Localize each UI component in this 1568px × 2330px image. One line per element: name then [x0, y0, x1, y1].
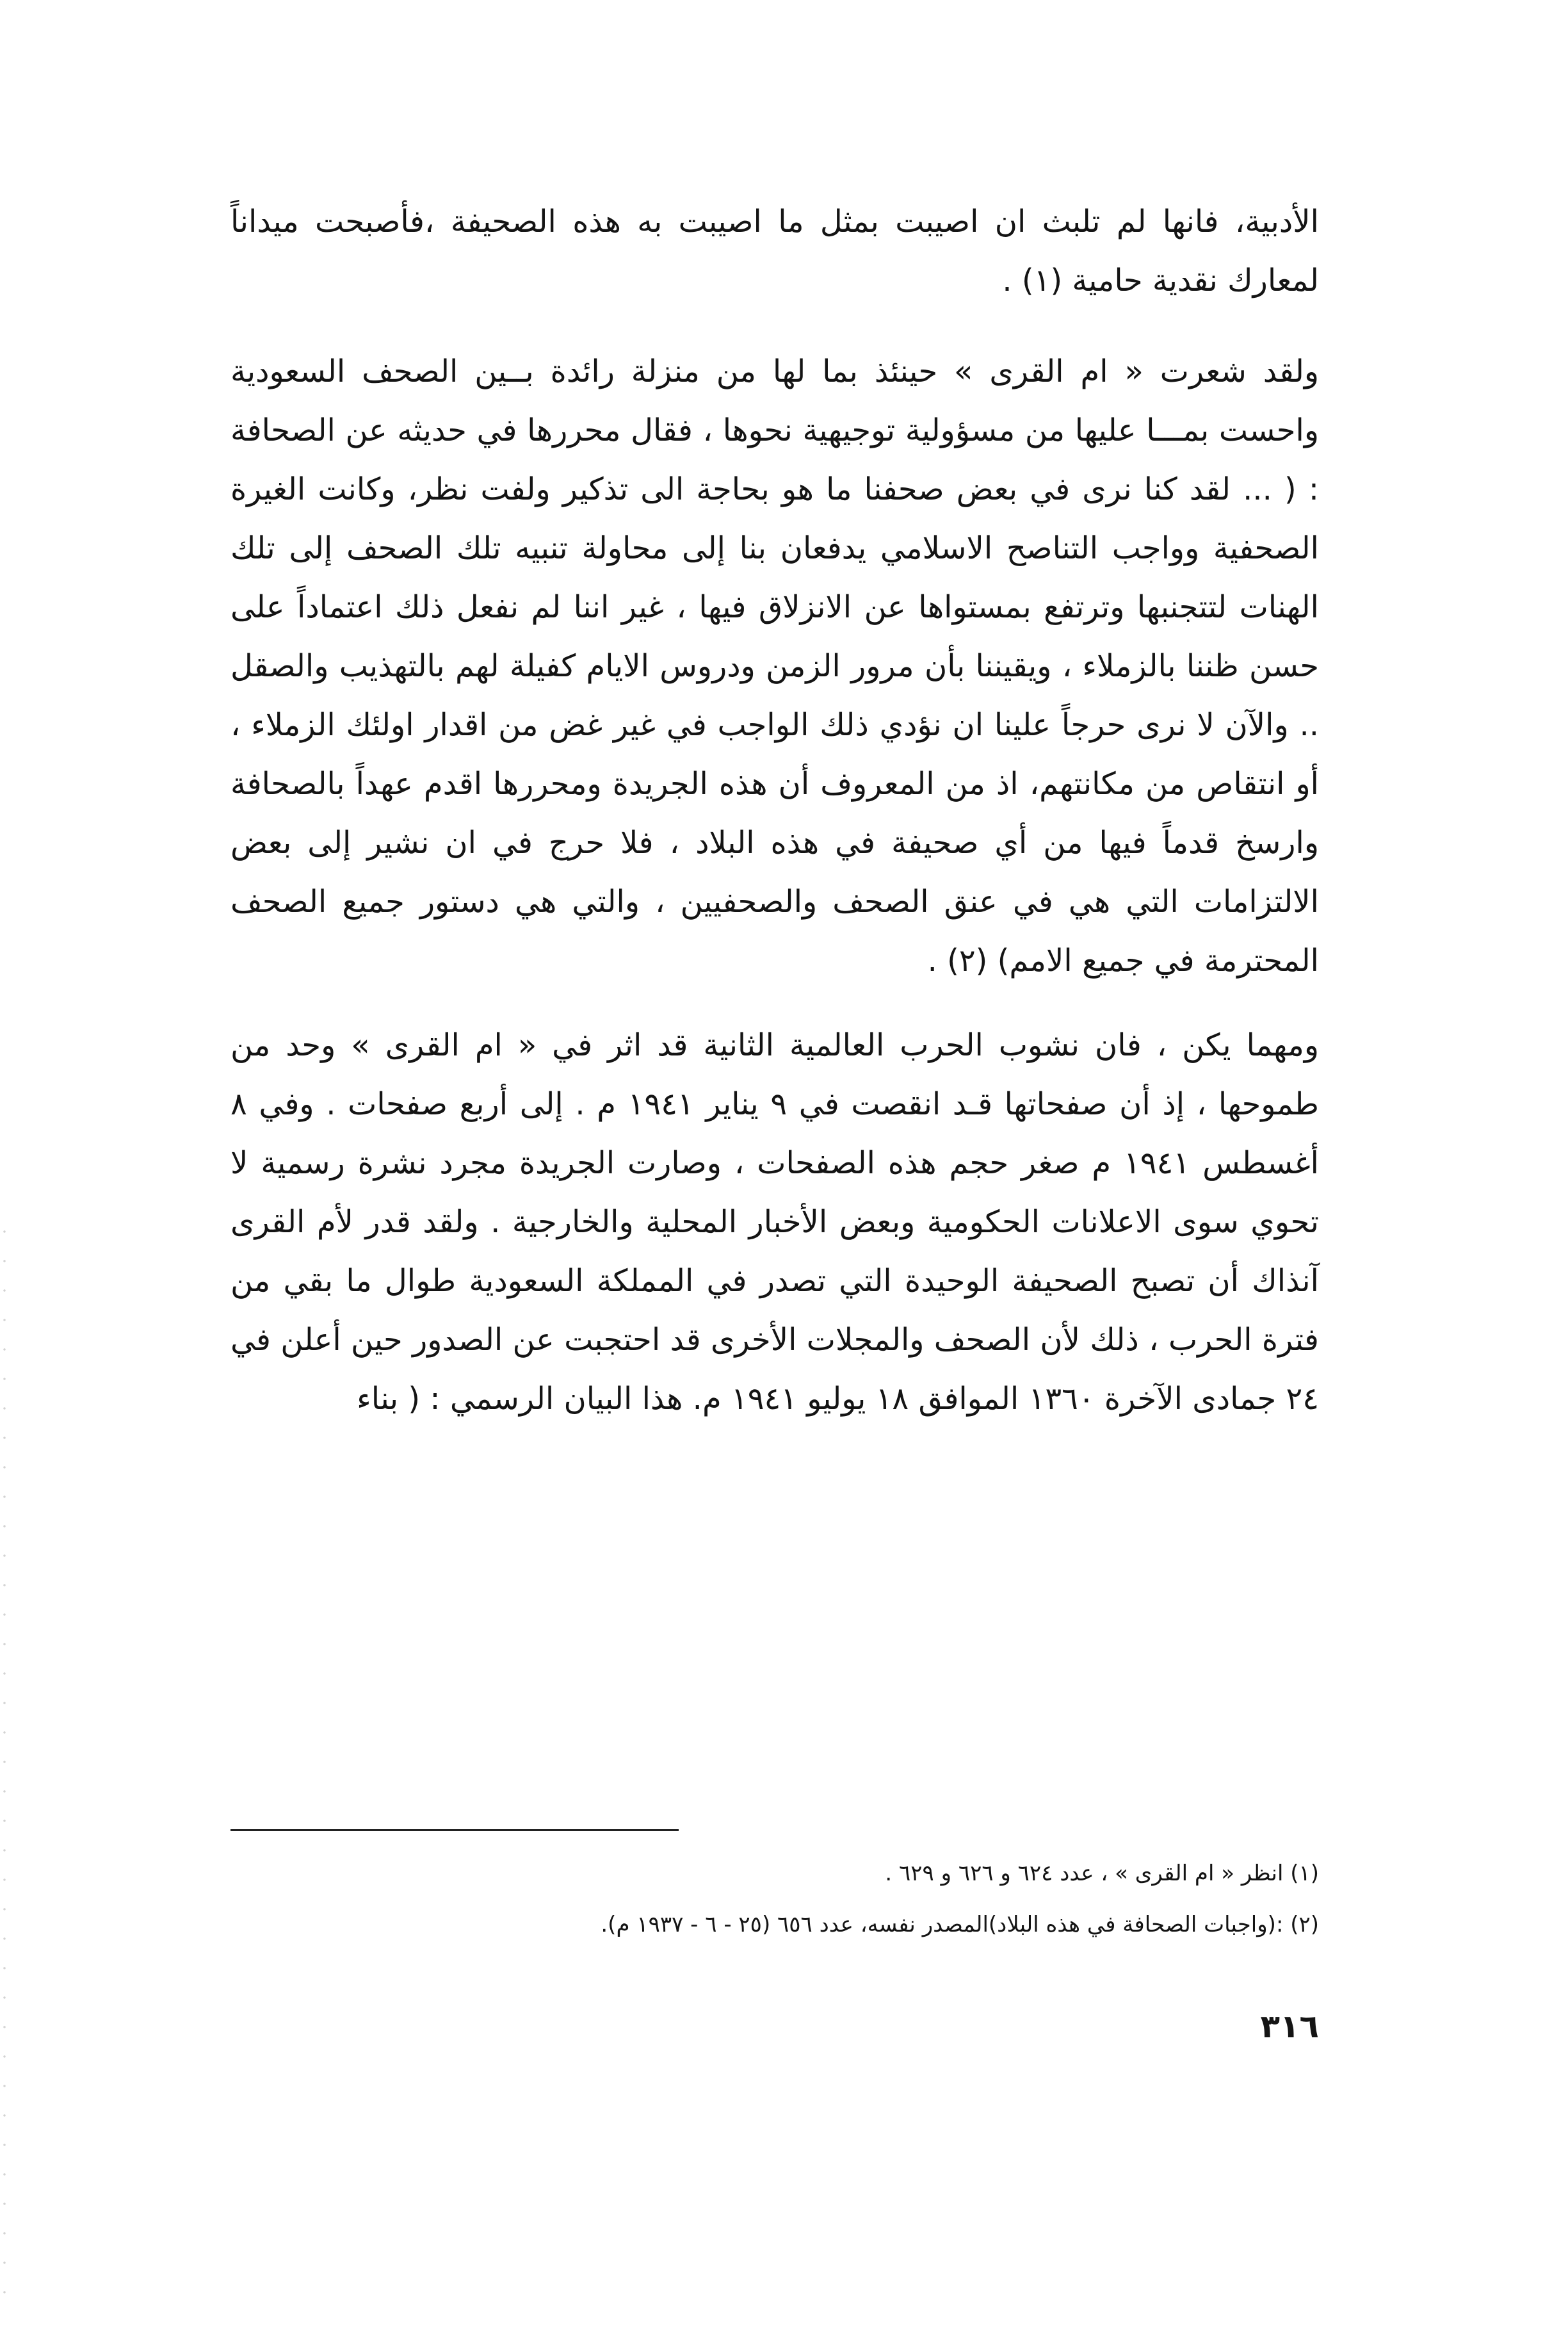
- page-number: ٣١٦: [1260, 2008, 1319, 2045]
- paragraph-1: الأدبية، فانها لم تلبث ان اصيبت بمثل ما اصيبت به هذه الصحيفة ،فأصبحت ميداناً لمعارك نقدية حامية (١) .: [230, 204, 1319, 298]
- main-text: [230, 192, 1319, 1428]
- paragraph-3: ومهما يكن ، فان نشوب الحرب العالمية الثانية قد اثر في « ام القرى » وحد من طموحها ، إذ أن صفحاتها قـد انقصت في ٩ يناير ١٩٤١ م . إلى أربع صفحات . وفي ٨ أغسطس ١٩٤١ م صغر حجم هذه الصفحات ، وصارت الجريدة مجرد نشرة رسمية لا تحوي سوى الاعلانات الحكومية وبعض الأخبار المحلية والخارجية . ولقد قدر لأم القرى آنذاك أن تصبح الصحيفة الوحيدة التي تصدر في المملكة السعودية طوال ما بقي من فترة الحرب ، ذلك لأن الصحف والمجلات الأخرى قد احتجبت عن الصدور حين أعلن في ٢٤ جمادى الآخرة ١٣٦٠ الموافق ١٨ يوليو ١٩٤١ م. هذا البيان الرسمي : ( بناء: [230, 1027, 1320, 1417]
- footnote-2: (٢) :(واجبات الصحافة في هذه البلاد)المصدر نفسه، عدد ٦٥٦ (٢٥ - ٦ - ١٩٣٧ م).: [601, 1912, 1319, 1937]
- footnote-divider: [230, 1829, 679, 1831]
- scan-edge-artifact: [0, 1217, 9, 2306]
- footnotes: [230, 1848, 1319, 1950]
- footnote-1: (١) انظر « ام القرى » ، عدد ٦٢٤ و ٦٢٦ و ٦٢٩ .: [885, 1861, 1319, 1886]
- paragraph-2: ولقد شعرت « ام القرى » حينئذ بما لها من منزلة رائدة بــين الصحف السعودية واحست بمـــا عليها من مسؤولية توجيهية نحوها ، فقال محررها في حديثه عن الصحافة : ( ... لقد كنا نرى في بعض صحفنا ما هو بحاجة الى تذكير ولفت نظر، وكانت الغيرة الصحفية وواجب التناصح الاسلامي يدفعان بنا إلى محاولة تنبيه تلك الصحف إلى تلك الهنات لتتجنبها وترتفع بمستواها عن الانزلاق فيها ، غير اننا لم نفعل ذلك اعتماداً على حسن ظننا بالزملاء ، ويقيننا بأن مرور الزمن ودروس الايام كفيلة لهم بالتهذيب والصقل .. والآن لا نرى حرجاً علينا ان نؤدي ذلك الواجب في غير غض من اقدار اولئك الزملاء ، أو انتقاص من مكانتهم، اذ من المعروف أن هذه الجريدة ومحررها اقدم عهداً بالصحافة وارسخ قدماً فيها من أي صحيفة في هذه البلاد ، فلا حرج في ان نشير إلى بعض الالتزامات التي هي في عنق الصحف والصحفيين ، والتي هي دستور جميع الصحف المحترمة في جميع الامم) (٢) .: [230, 354, 1319, 979]
